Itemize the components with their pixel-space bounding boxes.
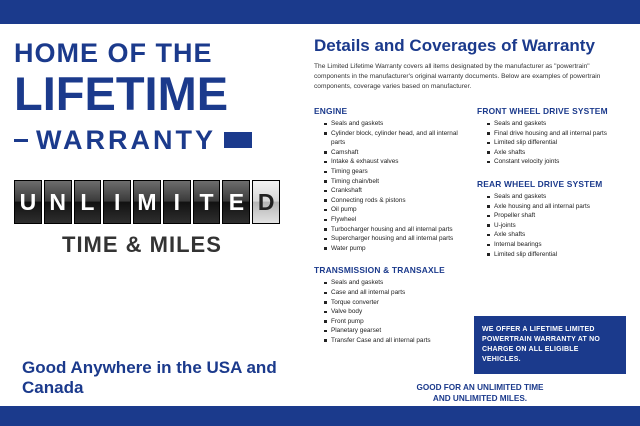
- odometer-tile: U: [14, 180, 42, 224]
- list-item: Limited slip differential: [487, 138, 626, 148]
- rule-left: [14, 139, 28, 142]
- odometer-tile: I: [163, 180, 191, 224]
- promo-callout: WE OFFER A LIFETIME LIMITED POWERTRAIN WARRANTY AT NO CHARGE ON ALL ELIGIBLE VEHICLES.: [474, 316, 626, 374]
- headline-warranty: WARRANTY: [36, 125, 216, 155]
- list-item: Timing chain/belt: [324, 177, 463, 187]
- list-item: Planetary gearset: [324, 326, 463, 336]
- rule-right: [224, 132, 252, 148]
- section-heading-transmission: TRANSMISSION & TRANSAXLE: [314, 265, 445, 276]
- headline-lifetime: LIFETIME: [14, 67, 229, 120]
- list-item: Cylinder block, cylinder head, and all internal parts: [324, 129, 463, 148]
- coverage-column-right: [477, 106, 626, 345]
- list-item: Limited slip differential: [487, 250, 626, 260]
- section-heading-front-wheel-drive: FRONT WHEEL DRIVE SYSTEM: [477, 106, 608, 116]
- list-item: Axle housing and all internal parts: [487, 202, 626, 212]
- list-item: Seals and gaskets: [324, 278, 463, 288]
- transmission-item-list: [314, 278, 463, 345]
- section-heading-rear-wheel-drive: REAR WHEEL DRIVE SYSTEM: [477, 178, 603, 189]
- flyer-content: [0, 24, 640, 406]
- time-and-miles-label: TIME & MILES: [62, 232, 222, 257]
- odometer-tile: D: [252, 180, 280, 224]
- coverage-columns: [314, 106, 626, 345]
- odometer-tile: I: [103, 180, 131, 224]
- list-item: Seals and gaskets: [324, 119, 463, 129]
- good-anywhere-label: Good Anywhere in the USA and Canada: [22, 358, 277, 397]
- list-item: Internal bearings: [487, 240, 626, 250]
- right-panel: [300, 24, 640, 406]
- odometer-tile: L: [74, 180, 102, 224]
- headline-home-of-the: HOME OF THE: [14, 38, 213, 68]
- odometer-tile: E: [222, 180, 250, 224]
- list-item: Transfer Case and all internal parts: [324, 336, 463, 346]
- left-panel: [0, 24, 300, 406]
- list-item: Case and all internal parts: [324, 288, 463, 298]
- list-item: Front pump: [324, 317, 463, 327]
- bottom-note: [380, 382, 580, 404]
- bottom-note-line-1: GOOD FOR AN UNLIMITED TIME: [416, 383, 544, 392]
- rear-wheel-drive-item-list: [477, 192, 626, 259]
- list-item: Axle shafts: [487, 230, 626, 240]
- details-title: Details and Coverages of Warranty: [314, 36, 595, 55]
- odometer-tile: N: [44, 180, 72, 224]
- list-item: Supercharger housing and all internal parts: [324, 234, 463, 244]
- coverage-column-left: [314, 106, 463, 345]
- list-item: Constant velocity joints: [487, 157, 626, 167]
- list-item: Propeller shaft: [487, 211, 626, 221]
- section-heading-engine: ENGINE: [314, 106, 348, 116]
- unlimited-odometer-graphic: [14, 180, 280, 224]
- list-item: Turbocharger housing and all internal parts: [324, 225, 463, 235]
- list-item: Final drive housing and all internal parts: [487, 129, 626, 139]
- bottom-banner-bar: [0, 406, 640, 426]
- list-item: Camshaft: [324, 148, 463, 158]
- list-item: Connecting rods & pistons: [324, 196, 463, 206]
- headline-warranty-row: [14, 126, 288, 154]
- list-item: U-joints: [487, 221, 626, 231]
- front-wheel-drive-item-list: [477, 119, 626, 167]
- top-banner-bar: [0, 0, 640, 24]
- list-item: Valve body: [324, 307, 463, 317]
- engine-item-list: [314, 119, 463, 253]
- list-item: Torque converter: [324, 298, 463, 308]
- odometer-tile: T: [193, 180, 221, 224]
- list-item: Intake & exhaust valves: [324, 157, 463, 167]
- list-item: Axle shafts: [487, 148, 626, 158]
- list-item: Water pump: [324, 244, 463, 254]
- bottom-note-line-2: AND UNLIMITED MILES.: [432, 394, 528, 403]
- list-item: Flywheel: [324, 215, 463, 225]
- odometer-tile: M: [133, 180, 161, 224]
- list-item: Oil pump: [324, 205, 463, 215]
- list-item: Seals and gaskets: [487, 119, 626, 129]
- list-item: Crankshaft: [324, 186, 463, 196]
- list-item: Timing gears: [324, 167, 463, 177]
- list-item: Seals and gaskets: [487, 192, 626, 202]
- details-intro-text: The Limited Lifetime Warranty covers all items designated by the manufacturer as "powertrain" components in the manufacturer's original warranty documents. Below are examples of powertrain components, coverage varies based on manufacturer.: [314, 63, 601, 90]
